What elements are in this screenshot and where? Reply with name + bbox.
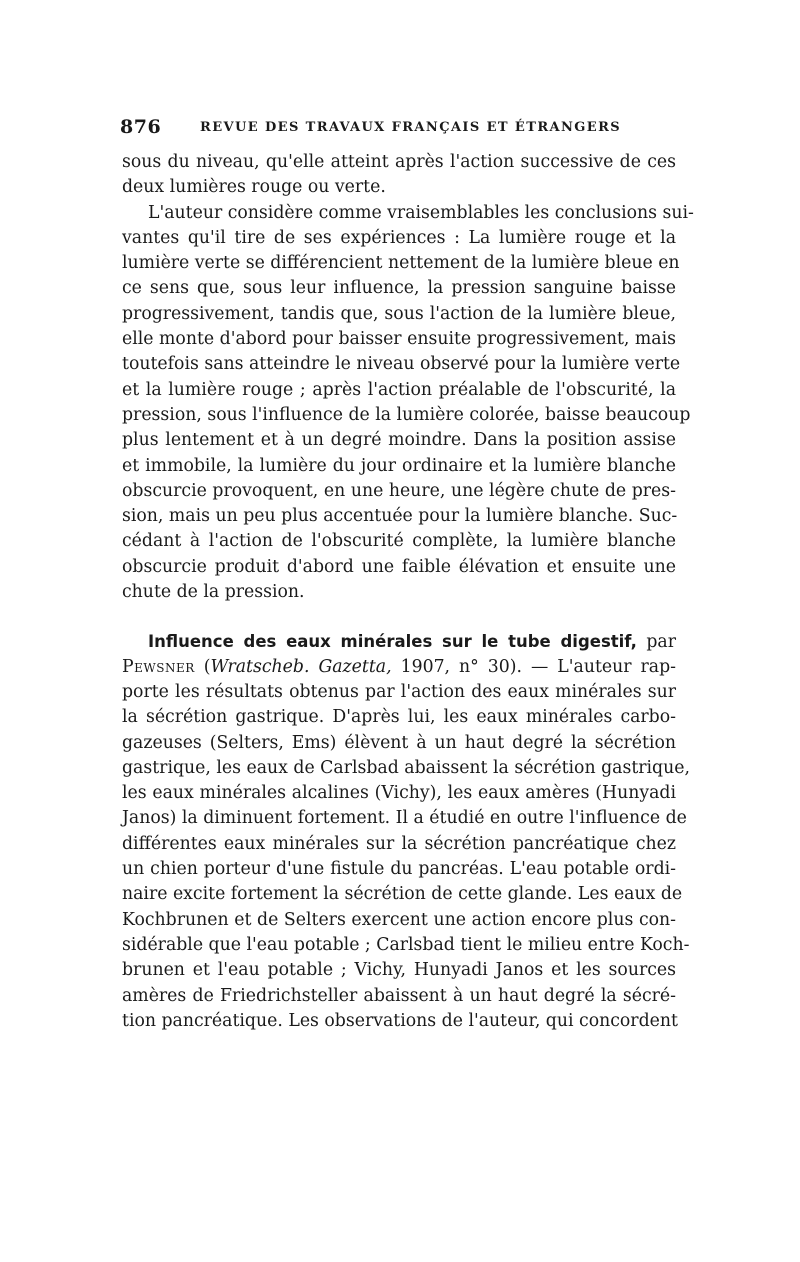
- page-number: 876: [120, 116, 162, 138]
- section-heading-line: [122, 629, 676, 654]
- source-journal: Wratscheb. Gazetta,: [210, 656, 392, 677]
- text-line: toutefois sans atteindre le niveau observé pour la lumière verte: [122, 354, 681, 375]
- text-line: sous du niveau, qu'elle atteint après l'action successive de ces: [122, 152, 676, 172]
- text-line: gastrique, les eaux de Carlsbad abaissent la sécrétion gastrique,: [122, 757, 690, 778]
- text-line: chute de la pression.: [122, 582, 305, 603]
- text-line: vantes qu'il tire de ses expériences : La lumière rouge et la: [122, 227, 676, 248]
- text-line: naire excite fortement la sécrétion de cette glande. Les eaux de: [122, 884, 683, 905]
- section-title: Influence des eaux minérales sur le tube digestif,: [148, 632, 637, 652]
- citation-line: [122, 655, 676, 680]
- text-line: deux lumières rouge ou verte.: [122, 177, 386, 198]
- running-title: REVUE DES TRAVAUX FRANÇAIS ET ÉTRANGERS: [200, 120, 622, 135]
- section-par: par: [646, 632, 676, 653]
- text-line: brunen et l'eau potable ; Vichy, Hunyadi Janos et les sources: [122, 960, 676, 981]
- section-gap: [122, 605, 676, 629]
- text-line: sidérable que l'eau potable ; Carlsbad tient le milieu entre Koch-: [122, 934, 690, 955]
- text-line: progressivement, tandis que, sous l'action de la lumière bleue,: [122, 303, 676, 324]
- text-line: plus lentement et à un degré moindre. Dans la position assise: [122, 430, 676, 451]
- text-line: ce sens que, sous leur influence, la pression sanguine baisse: [122, 278, 676, 299]
- text-line: obscurcie provoquent, en une heure, une légère chute de pres-: [122, 480, 676, 501]
- text-line: et la lumière rouge ; après l'action préalable de l'obscurité, la: [122, 379, 676, 400]
- text-line: la sécrétion gastrique. D'après lui, les eaux minérales carbo-: [122, 707, 676, 728]
- text-line: elle monte d'abord pour baisser ensuite progressivement, mais: [122, 329, 676, 350]
- text-line: pression, sous l'influence de la lumière colorée, baisse beaucoup: [122, 404, 691, 425]
- text-line: différentes eaux minérales sur la sécrétion pancréatique chez: [122, 833, 676, 854]
- text-line: obscurcie produit d'abord une faible élévation et ensuite une: [122, 556, 676, 577]
- text-line: cédant à l'action de l'obscurité complète, la lumière blanche: [122, 531, 676, 552]
- section-author: Pewsner: [122, 656, 195, 677]
- text-line: Janos) la diminuent fortement. Il a étudié en outre l'influence de: [122, 808, 687, 829]
- text-line: porte les résultats obtenus par l'action des eaux minérales sur: [122, 681, 676, 702]
- text-line: gazeuses (Selters, Ems) élèvent à un haut degré la sécrétion: [122, 732, 676, 753]
- text-line: tion pancréatique. Les observations de l'auteur, qui concordent: [122, 1010, 678, 1031]
- text-line: L'auteur considère comme vraisemblables les conclusions sui-: [148, 202, 694, 223]
- source-details: 1907, n° 30). — L'auteur rap-: [400, 656, 676, 677]
- text-line: lumière verte se différencient nettement de la lumière bleue en: [122, 253, 680, 274]
- page-header: [120, 116, 676, 142]
- source-open-paren: (: [203, 656, 211, 677]
- text-line: amères de Friedrichsteller abaissent à un haut degré la sécré-: [122, 985, 676, 1006]
- text-line: et immobile, la lumière du jour ordinaire et la lumière blanche: [122, 455, 676, 476]
- text-line: les eaux minérales alcalines (Vichy), les eaux amères (Hunyadi: [122, 783, 676, 804]
- text-line: un chien porteur d'une fistule du pancréas. L'eau potable ordi-: [122, 859, 676, 880]
- text-line: Kochbrunen et de Selters exercent une action encore plus con-: [122, 909, 676, 930]
- body-text: [122, 150, 694, 1034]
- text-line: sion, mais un peu plus accentuée pour la lumière blanche. Suc-: [122, 506, 678, 527]
